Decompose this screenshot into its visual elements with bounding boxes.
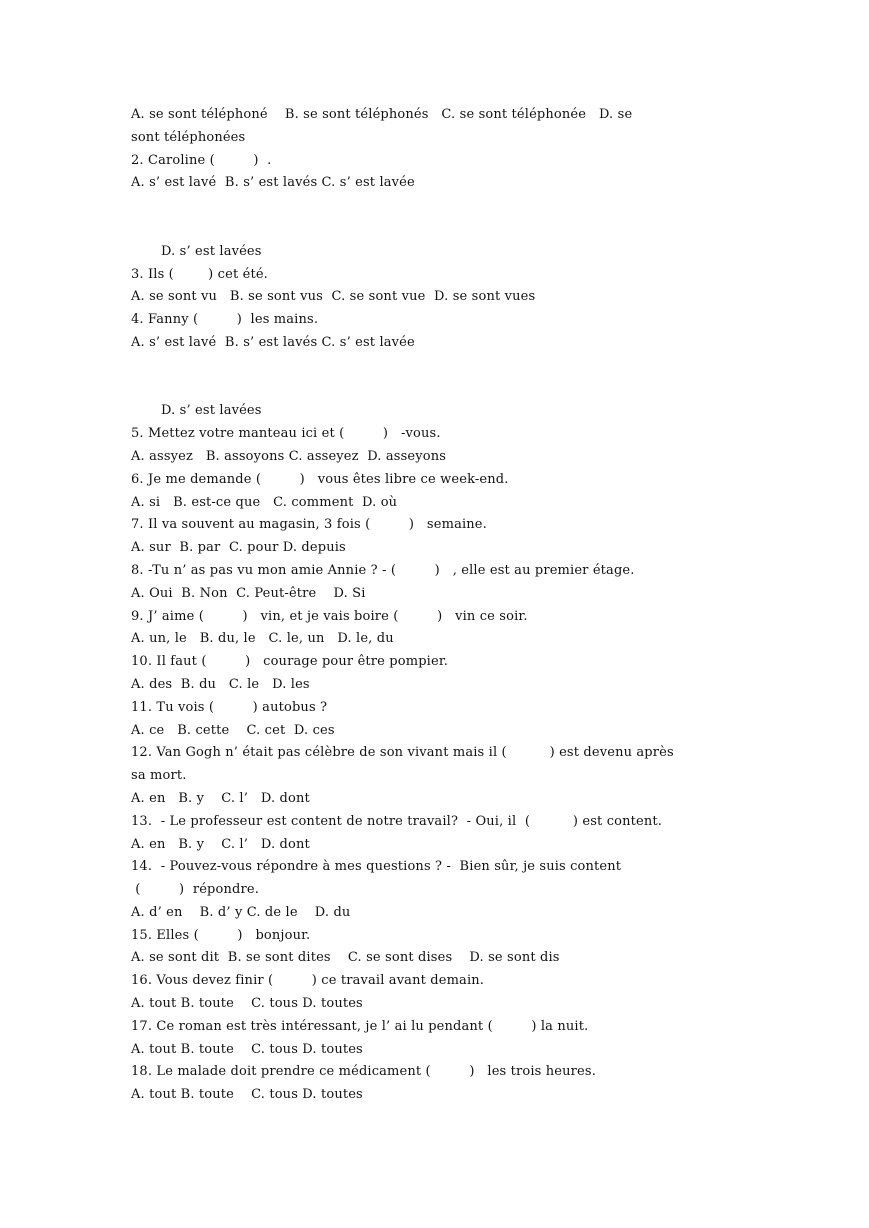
question-line: ( ) répondre. bbox=[131, 882, 259, 898]
question-line: sa mort. bbox=[131, 768, 187, 784]
question-line: 13. - Le professeur est content de notre travail? - Oui, il ( ) est content. bbox=[131, 813, 663, 829]
question-line: 12. Van Gogh n’ était pas célèbre de son vivant mais il ( ) est devenu après bbox=[131, 745, 674, 761]
option-line: A. ce B. cette C. cet D. ces bbox=[131, 722, 335, 738]
option-line: A. des B. du C. le D. les bbox=[131, 676, 310, 692]
question-line: 2. Caroline ( ) . bbox=[131, 152, 272, 168]
question-line: 5. Mettez votre manteau ici et ( ) -vous. bbox=[131, 426, 441, 442]
question-line: 10. Il faut ( ) courage pour être pompier. bbox=[131, 654, 449, 670]
option-line: A. se sont téléphoné B. se sont téléphonés C. se sont téléphonée D. se bbox=[131, 107, 633, 122]
option-line: A. un, le B. du, le C. le, un D. le, du bbox=[131, 631, 394, 647]
option-line: A. se sont vu B. se sont vus C. se sont vue D. se sont vues bbox=[131, 289, 536, 305]
option-line: A. assyez B. assoyons C. asseyez D. asseyons bbox=[131, 448, 447, 464]
question-line: 4. Fanny ( ) les mains. bbox=[131, 312, 319, 328]
option-line: A. tout B. toute C. tous D. toutes bbox=[131, 1041, 363, 1057]
question-line: 15. Elles ( ) bonjour. bbox=[131, 927, 311, 943]
option-line: A. Oui B. Non C. Peut-être D. Si bbox=[131, 585, 366, 601]
blank-gap bbox=[131, 195, 751, 241]
question-line: 17. Ce roman est très intéressant, je l’ ai lu pendant ( ) la nuit. bbox=[131, 1018, 589, 1034]
option-line: D. s’ est lavées bbox=[161, 243, 262, 259]
question-line: 18. Le malade doit prendre ce médicament ( ) les trois heures. bbox=[131, 1064, 596, 1080]
exercise-text bbox=[131, 104, 751, 1107]
option-line: A. si B. est-ce que C. comment D. où bbox=[131, 494, 398, 510]
option-line: A. s’ est lavé B. s’ est lavés C. s’ est lavée bbox=[131, 334, 415, 350]
option-line: A. se sont dit B. se sont dites C. se sont dises D. se sont dis bbox=[131, 950, 560, 966]
option-line: A. d’ en B. d’ y C. de le D. du bbox=[131, 904, 351, 920]
option-line: A. sur B. par C. pour D. depuis bbox=[131, 540, 346, 556]
question-line: 6. Je me demande ( ) vous êtes libre ce week-end. bbox=[131, 471, 509, 487]
question-line: 8. -Tu n’ as pas vu mon amie Annie ? - ( ) , elle est au premier étage. bbox=[131, 562, 635, 578]
option-line: A. tout B. toute C. tous D. toutes bbox=[131, 996, 363, 1012]
option-line: A. en B. y C. l’ D. dont bbox=[131, 790, 310, 806]
question-line: 7. Il va souvent au magasin, 3 fois ( ) semaine. bbox=[131, 517, 487, 533]
question-line: 9. J’ aime ( ) vin, et je vais boire ( ) vin ce soir. bbox=[131, 608, 528, 624]
blank-gap bbox=[131, 355, 751, 401]
option-line: sont téléphonées bbox=[131, 129, 246, 145]
option-line: A. tout B. toute C. tous D. toutes bbox=[131, 1087, 363, 1103]
question-line: 11. Tu vois ( ) autobus ? bbox=[131, 699, 328, 715]
option-line: D. s’ est lavées bbox=[161, 403, 262, 419]
option-line: A. en B. y C. l’ D. dont bbox=[131, 836, 310, 852]
question-line: 16. Vous devez finir ( ) ce travail avant demain. bbox=[131, 973, 485, 989]
question-line: 14. - Pouvez-vous répondre à mes questions ? - Bien sûr, je suis content bbox=[131, 859, 622, 875]
option-line: A. s’ est lavé B. s’ est lavés C. s’ est lavée bbox=[131, 175, 415, 191]
question-line: 3. Ils ( ) cet été. bbox=[131, 266, 268, 282]
